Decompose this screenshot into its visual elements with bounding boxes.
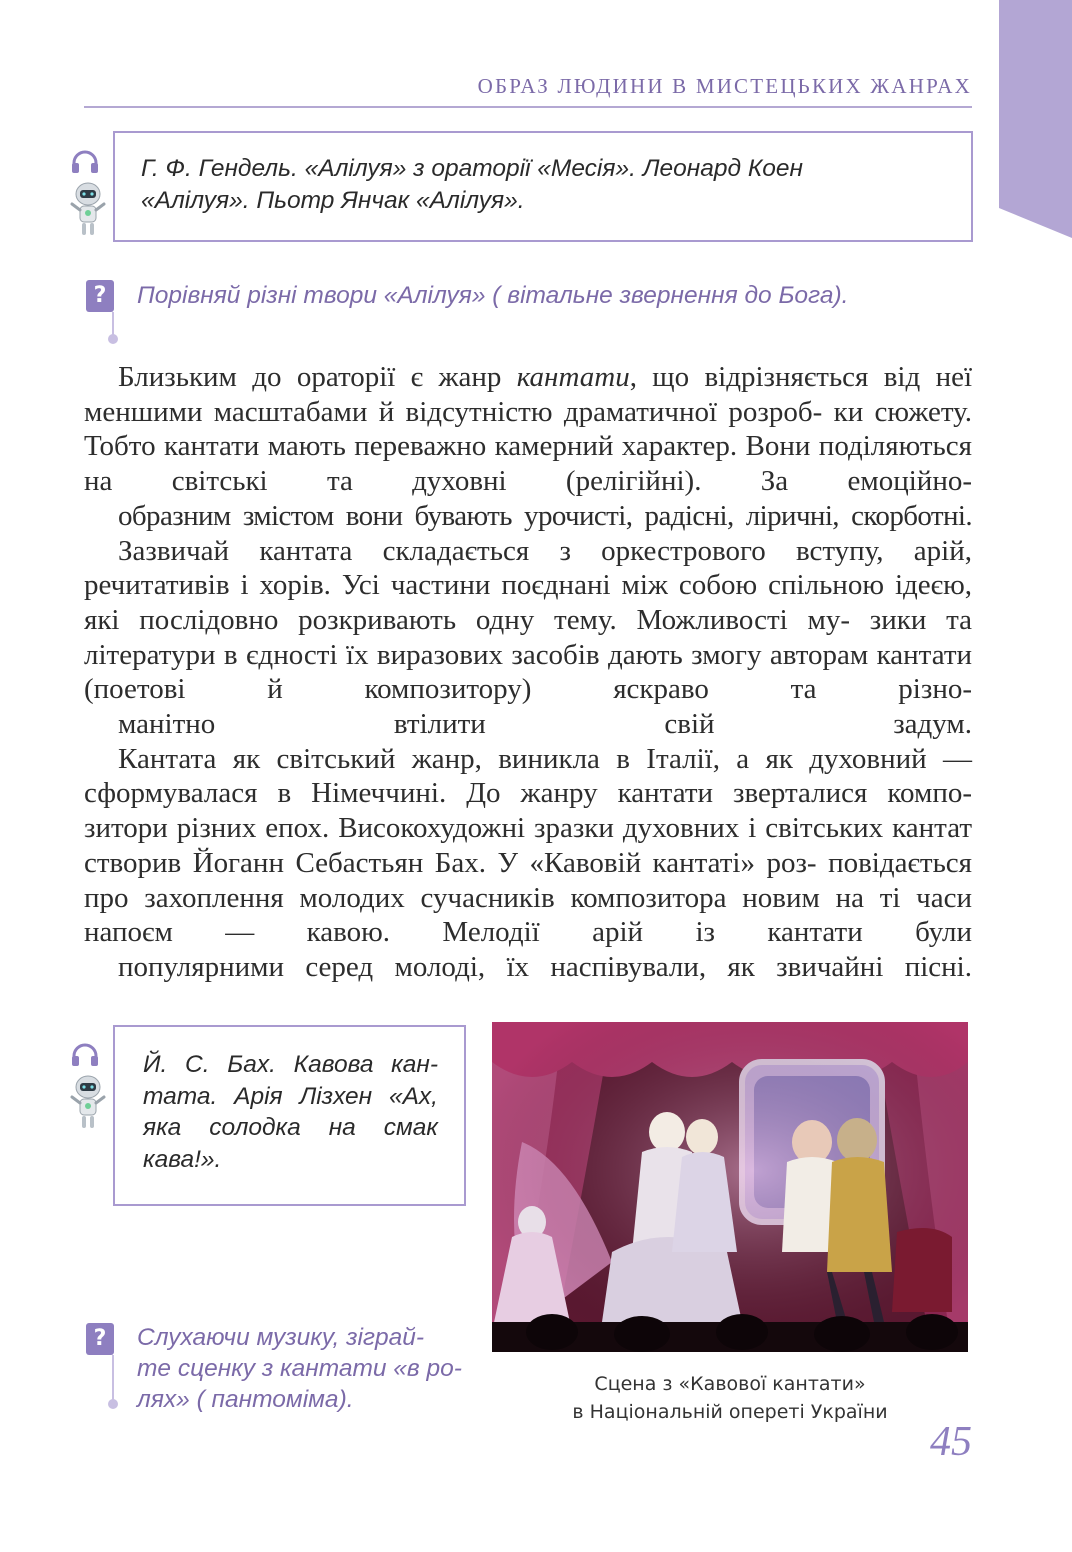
question-line: Слухаючи музику, зіграй- — [137, 1324, 425, 1351]
question-line: те сценку з кантати «в ро- — [137, 1355, 462, 1382]
p3-line: кантат створив Йоганн Себастьян Бах. У «Кавовій кантаті» роз- — [84, 812, 972, 879]
term-cantata: кантати — [516, 361, 630, 393]
p3-line: Кантата як світський жанр, виникла в Італії, а як духовний — — [118, 742, 972, 775]
p3-line: новим на ті часи напоєм — кавою. Мелодії арій із кантати були — [84, 881, 972, 949]
question-mark-icon: ? — [86, 1323, 114, 1355]
question-line: лях» ( пантоміма). — [137, 1386, 354, 1413]
p3-line: сформувалася в Німеччині. До жанру кантати зверталися компо- — [84, 777, 972, 810]
paragraph-2 — [84, 534, 972, 742]
paragraph-3 — [84, 742, 972, 985]
question-connector — [112, 1355, 114, 1401]
question-block-1 — [86, 280, 966, 350]
chapter-tab-decoration — [999, 0, 1072, 238]
robot-icon — [68, 1073, 108, 1133]
listen-line: Й. С. Бах. Кавова кан- — [143, 1051, 438, 1078]
main-body-text — [84, 360, 972, 985]
listening-assignment-box-side — [113, 1025, 466, 1206]
p2-line: речитативів і хорів. Усі частини поєднані між собою спільною — [84, 569, 884, 602]
p1-line: Вони поділяються на світські та духовні (релігійні). За емоційно- — [84, 430, 972, 498]
p3-line: повідається про захоплення молодих сучасників композитора — [84, 846, 973, 914]
p2-last-line: манітно втілити свій задум. — [118, 708, 972, 741]
p1-last-line: образним змістом вони бувають урочисті, радісні, ліричні, скорботні. — [118, 499, 972, 532]
caption-line: в Національній опереті України — [572, 1401, 888, 1423]
p2-line: зики та літератури в єдності їх виразових засобів дають змогу — [84, 603, 972, 671]
question-connector-dot — [108, 1399, 118, 1409]
p2-line: ідеєю, які послідовно розкривають одну тему. Можливості му- — [84, 569, 972, 636]
running-header: ОБРАЗ ЛЮДИНИ В МИСТЕЦЬКИХ ЖАНРАХ — [477, 74, 972, 98]
p1-line: неї меншими масштабами й відсутністю драматичної розроб- — [84, 361, 973, 428]
caption-line: Сцена з «Кавової кантати» — [594, 1373, 866, 1395]
page-number: 45 — [930, 1419, 972, 1465]
question-text — [137, 1322, 463, 1415]
p3-last-line: популярними серед молоді, їх наспівували, як звичайні пісні. — [118, 950, 972, 983]
figure-caption — [492, 1370, 968, 1426]
p2-line: авторам кантати (поетові й композитору) яскраво та різно- — [84, 638, 973, 706]
listen-icons-top — [68, 150, 116, 240]
question-text: Порівняй різні твори «Алілуя» ( вітальне звернення до Бога). — [137, 282, 849, 309]
header-rule — [84, 106, 972, 108]
listening-assignment-box — [113, 131, 973, 242]
question-block-2 — [86, 1323, 466, 1423]
p1-line: , що відрізняється від — [629, 361, 921, 393]
headphones-icon — [71, 1043, 99, 1067]
question-connector — [112, 312, 114, 336]
listen-line: «Алілуя». Пьотр Янчак «Алілуя». — [141, 187, 525, 214]
coffee-cantata-stage-photo — [492, 1022, 968, 1352]
headphones-icon — [71, 150, 99, 174]
p1-lead: Близьким до ораторії є жанр — [118, 361, 517, 393]
p2-line: Зазвичай кантата складається з оркестрового вступу, арій, — [118, 534, 972, 567]
listen-line: Г. Ф. Гендель. «Алілуя» з ораторії «Месія». Леонард Коен — [141, 155, 804, 182]
listen-line: яка солодка на смак — [143, 1114, 438, 1141]
robot-icon — [68, 180, 108, 240]
p3-line: зитори різних епох. Високохудожні зразки духовних і світських — [84, 812, 884, 845]
paragraph-1 — [84, 360, 972, 534]
listen-line: кава!». — [143, 1145, 222, 1173]
p1-line: ки сюжету. Тобто кантати мають переважно камерний характер. — [84, 395, 973, 463]
question-connector-dot — [108, 334, 118, 344]
question-mark-icon: ? — [86, 280, 114, 312]
listen-line: тата. Арія Лізхен «Ах, — [143, 1082, 438, 1110]
listen-icons-side — [68, 1043, 116, 1133]
stage-scene-illustration — [492, 1022, 968, 1352]
